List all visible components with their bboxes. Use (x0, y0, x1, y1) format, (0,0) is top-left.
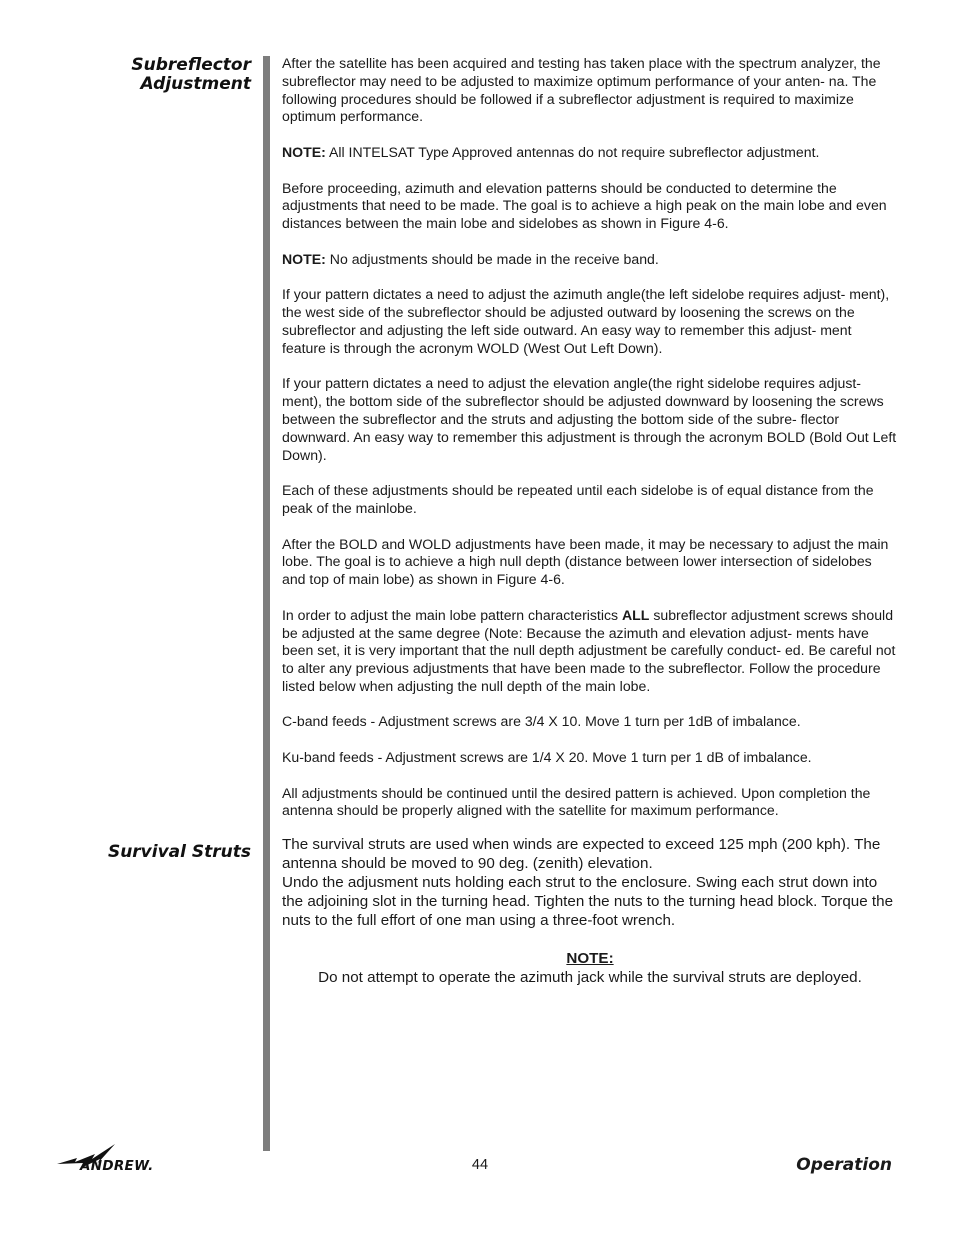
heading-line-1: Subreflector (131, 55, 251, 75)
note-label: NOTE: (282, 143, 326, 160)
page-number: 44 (471, 1157, 489, 1173)
note-text: No adjustments should be made in the receive band. (325, 250, 659, 267)
bold-run: ALL (622, 606, 650, 623)
note-text: Do not attempt to operate the azimuth jack while the survival struts are deployed. (318, 969, 862, 986)
paragraph: If your pattern dictates a need to adjust the azimuth angle(the left sidelobe requires adjust- ment), the west side of the subreflector should be adjusted outward by loosening the screws on the subreflector and adjusting the left side outward. An easy way to remember this adjust- ment feature is through the acronym WOLD (West Out Left Down). (282, 286, 890, 356)
section-subreflector-body (282, 55, 898, 820)
heading-line-2: Adjustment (140, 74, 251, 94)
note-label: NOTE: (282, 250, 326, 267)
paragraph: Ku-band feeds - Adjustment screws are 1/4 X 20. Move 1 turn per 1 dB of imbalance. (282, 749, 812, 766)
paragraph: The survival struts are used when winds are expected to exceed 125 mph (200 kph). The antenna should be moved to 90 deg. (zenith) elevation. (282, 836, 881, 872)
section-survival-struts-body (282, 835, 898, 987)
paragraph: C-band feeds - Adjustment screws are 3/4 X 10. Move 1 turn per 1dB of imbalance. (282, 713, 801, 730)
paragraph (282, 607, 898, 696)
vertical-rule (263, 56, 270, 1151)
paragraph: If your pattern dictates a need to adjust the elevation angle(the right sidelobe requires adjust- ment), the bottom side of the subreflector should be adjusted downward by loosening the screws between the subreflector and the struts and adjusting the bottom side of the subre- flector downward. An easy way to remember this adjustment is through the acronym BOLD (Bold Out Left Down). (282, 375, 897, 463)
logo-text: ANDREW. (80, 1158, 154, 1174)
text-run: subreflector adjustment screws should be adjusted at the same degree (Note: Because the azimuth and elevation adjust- ments have been set, it is very important that the null depth adjustment be carefully conduct- ed. Be careful not to alter any previous adjustments that have been made to the subreflector. Follow the procedure listed below when adjusting the null depth of the main lobe. (282, 606, 896, 694)
paragraph: After the satellite has been acquired and testing has taken place with the spectrum analyzer, the subreflector may need to be adjusted to maximize optimum performance of your anten- na. The following procedures should be followed if a subreflector adjustment is required to maximize optimum performance. (282, 55, 881, 125)
note-label: NOTE: (566, 950, 614, 967)
heading-survival-struts: Survival Struts (107, 842, 251, 862)
paragraph: After the BOLD and WOLD adjustments have been made, it may be necessary to adjust the main lobe. The goal is to achieve a high null depth (distance between lower intersection of sidelobes and top of main lobe) as shown in Figure 4-6. (282, 535, 889, 588)
heading-subreflector-adjustment (131, 56, 251, 94)
note-paragraph (282, 144, 898, 162)
note-paragraph (282, 251, 898, 269)
footer-section-title: Operation (796, 1155, 892, 1175)
text-run: In order to adjust the main lobe pattern characteristics (282, 606, 622, 623)
note-text: All INTELSAT Type Approved antennas do not require subreflector adjustment. (325, 143, 820, 160)
paragraph: All adjustments should be continued until the desired pattern is achieved. Upon completion the antenna should be properly aligned with the satellite for maximum performance. (282, 784, 871, 819)
paragraph: Undo the adjusment nuts holding each strut to the enclosure. Swing each strut down into the adjoining slot in the turning head. Tighten the nuts to the turning head block. Torque the nuts to the full effort of one man using a three-foot wrench. (282, 874, 894, 929)
paragraph: Each of these adjustments should be repeated until each sidelobe is of equal distance from the peak of the mainlobe. (282, 482, 874, 516)
paragraph: Before proceeding, azimuth and elevation patterns should be conducted to determine the adjustments that need to be made. The goal is to achieve a high peak on the main lobe and even distances between the main lobe and sidelobes as shown in Figure 4-6. (282, 179, 887, 232)
